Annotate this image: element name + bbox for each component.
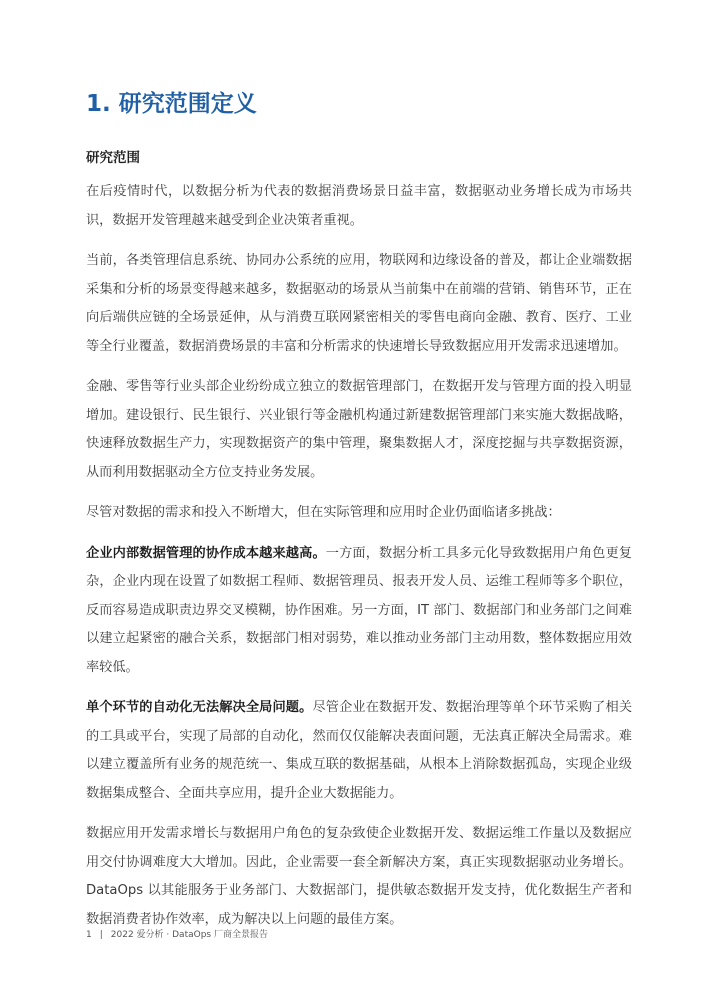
subheading: 研究范围 [86,150,140,166]
paragraph-6 [86,694,632,808]
paragraph-4 [86,499,632,528]
page-footer [86,928,268,942]
paragraph-2 [86,247,632,361]
paragraph-text: 数据应用开发需求增长与数据用户角色的复杂致使企业数据开发、数据运维工作量以及数据应用交付协调难度大大增加。因此，企业需要一套全新解决方案，真正实现数据驱动业务增长。DataOps 以其能服务于业务部门、大数据部门，提供敏态数据开发支持，优化数据生产者和数据消费者协作效率，成为解决以上问题的最佳方案。 [86,826,632,927]
paragraph-7 [86,820,632,934]
paragraph-text: 一方面，数据分析工具多元化导致数据用户角色更复杂，企业内现在设置了如数据工程师、数据管理员、报表开发人员、运维工程师等多个职位，反而容易造成职责边界交叉模糊，协作困难。另一方面，IT 部门、数据部门和业务部门之间难以建立起紧密的融合关系，数据部门相对弱势，难以推动业务部门主动用数，整体数据应用效率较低。 [86,545,632,675]
paragraph-text: 尽管企业在数据开发、数据治理等单个环节采购了相关的工具或平台，实现了局部的自动化，然而仅仅能解决表面问题，无法真正解决全局需求。难以建立覆盖所有业务的规范统一、集成互联的数据基础，从根本上消除数据孤岛，实现企业级数据集成整合、全面共享应用，提升企业大数据能力。 [86,700,633,801]
section-title: 1. 研究范围定义 [86,91,257,117]
paragraph-lead: 单个环节的自动化无法解决全局问题。 [86,700,313,715]
paragraph-text: 在后疫情时代，以数据分析为代表的数据消费场景日益丰富，数据驱动业务增长成为市场共识，数据开发管理越来越受到企业决策者重视。 [86,184,632,228]
paragraph-lead: 企业内部数据管理的协作成本越来越高。 [86,545,326,561]
paragraph-3 [86,373,632,487]
page-number: 1 [86,930,92,940]
paragraph-1 [86,178,632,235]
paragraph-text: 尽管对数据的需求和投入不断增大，但在实际管理和应用时企业仍面临诸多挑战： [86,505,561,520]
body-text [86,178,632,946]
paragraph-text: 金融、零售等行业头部企业纷纷成立独立的数据管理部门，在数据开发与管理方面的投入明显增加。建设银行、民生银行、兴业银行等金融机构通过新建数据管理部门来实施大数据战略，快速释放数据生产力，实现数据资产的集中管理，聚集数据人才，深度挖掘与共享数据资源，从而利用数据驱动全方位支持业务发展。 [86,379,632,480]
paragraph-text: 当前，各类管理信息系统、协同办公系统的应用，物联网和边缘设备的普及，都让企业端数据采集和分析的场景变得越来越多，数据驱动的场景从当前集中在前端的营销、销售环节，正在向后端供应链的全场景延伸，从与消费互联网紧密相关的零售电商向金融、教育、医疗、工业等全行业覆盖，数据消费场景的丰富和分析需求的快速增长导致数据应用开发需求迅速增加。 [86,253,632,354]
footer-separator: | [99,930,103,940]
report-title: 2022 爱分析 · DataOps 厂商全景报告 [110,930,268,940]
report-page [86,0,632,1004]
paragraph-5 [86,540,632,683]
